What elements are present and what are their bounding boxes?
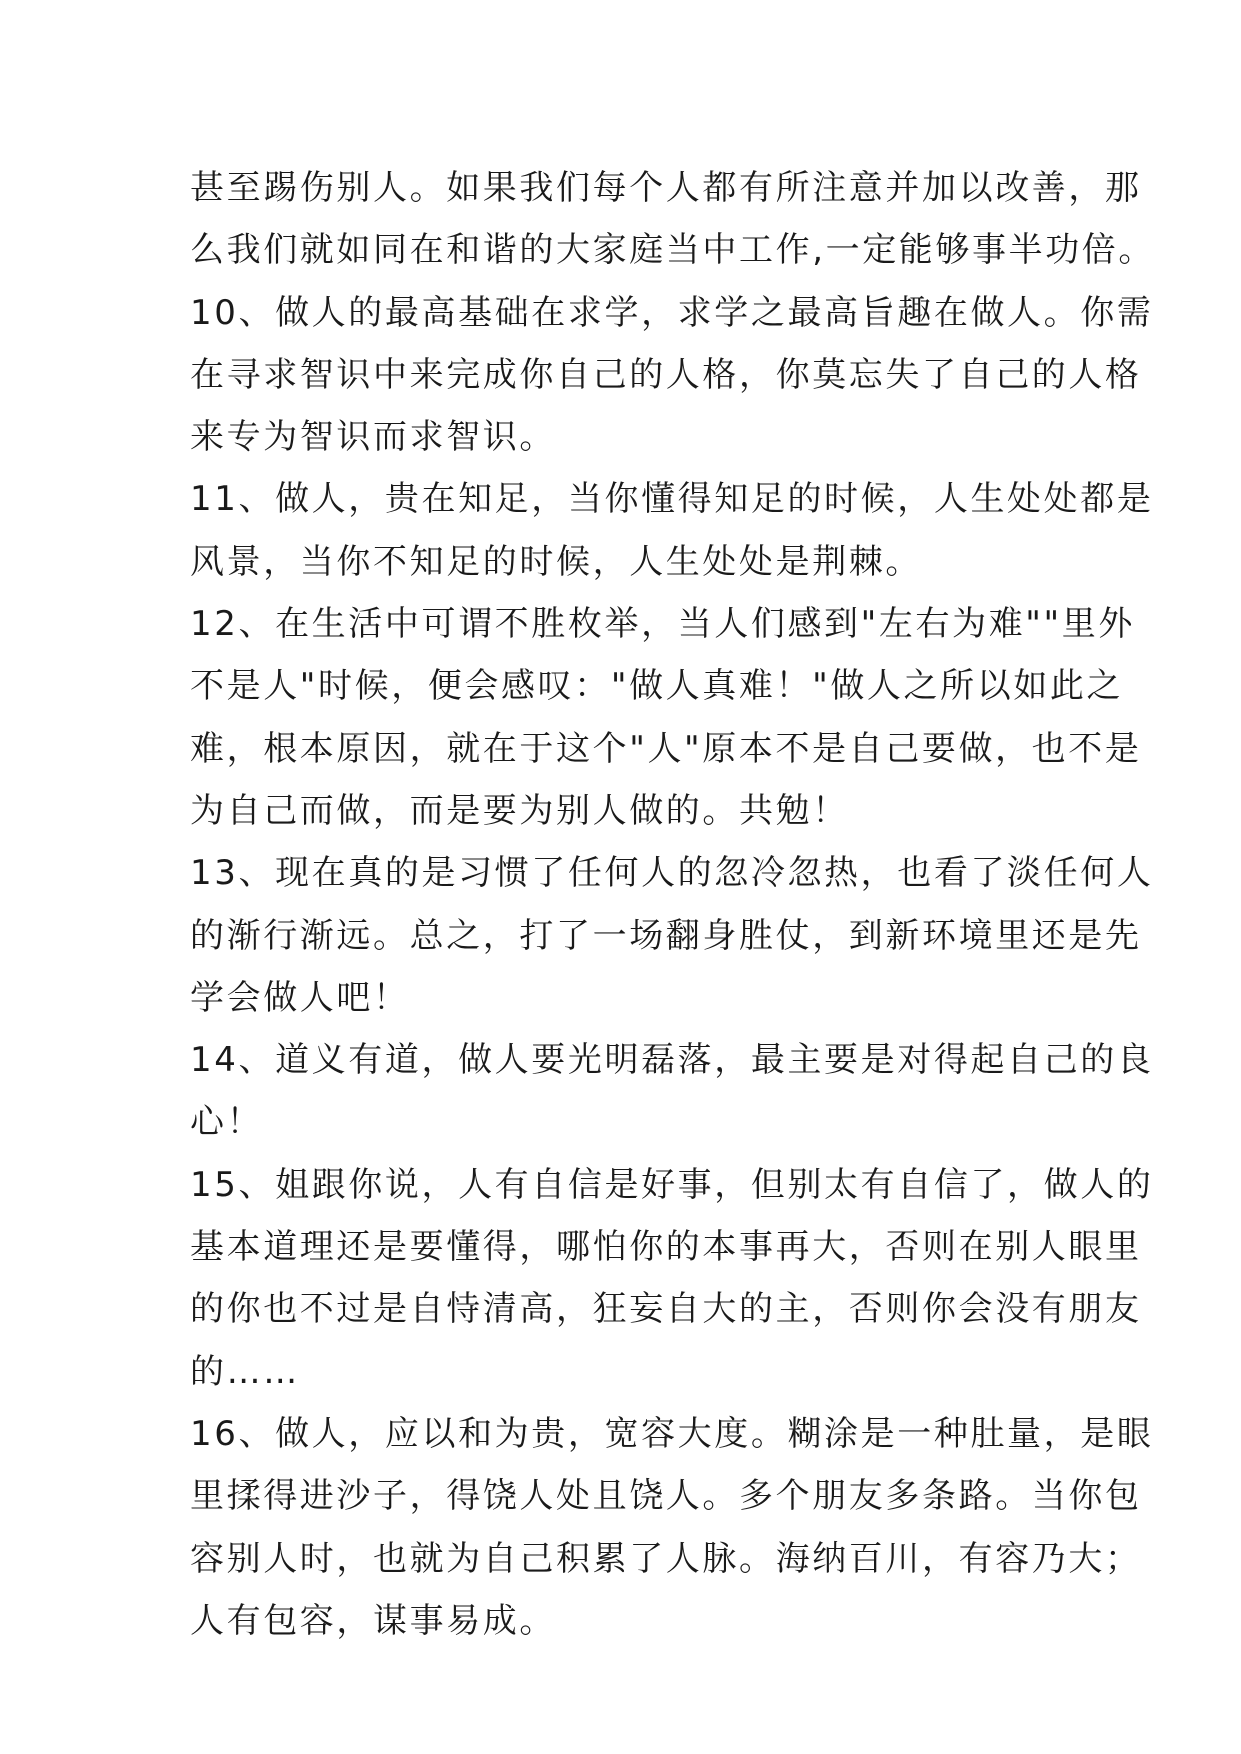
text-line: 在寻求智识中来完成你自己的人格，你莫忘失了自己的人格	[190, 354, 1142, 395]
text-line: 风景，当你不知足的时候，人生处处是荆棘。	[190, 541, 922, 582]
text-line: 14、道义有道，做人要光明磊落，最主要是对得起自己的良	[190, 1040, 1154, 1081]
text-line: 16、做人，应以和为贵，宽容大度。糊涂是一种肚量，是眼	[190, 1413, 1154, 1454]
text-line: 13、现在真的是习惯了任何人的忽冷忽热，也看了淡任何人	[190, 853, 1154, 894]
text-line: 的渐行渐远。总之，打了一场翻身胜仗，到新环境里还是先	[190, 915, 1142, 956]
text-line: 基本道理还是要懂得，哪怕你的本事再大，否则在别人眼里	[190, 1227, 1142, 1268]
text-line: 来专为智识而求智识。	[190, 417, 556, 458]
document-body	[190, 157, 1156, 1652]
text-line: 15、姐跟你说，人有自信是好事，但别太有自信了，做人的	[190, 1164, 1154, 1205]
text-line: 学会做人吧！	[190, 977, 410, 1018]
text-line: 甚至踢伤别人。如果我们每个人都有所注意并加以改善，那	[190, 168, 1142, 208]
text-line: 心！	[190, 1102, 264, 1143]
text-line: 么我们就如同在和谐的大家庭当中工作,一定能够事半功倍。	[190, 230, 1156, 271]
text-line: 不是人"时候，便会感叹："做人真难！"做人之所以如此之	[190, 666, 1124, 707]
text-line: 12、在生活中可谓不胜枚举，当人们感到"左右为难""里外	[190, 604, 1135, 645]
text-line: 的你也不过是自恃清高，狂妄自大的主，否则你会没有朋友	[190, 1289, 1142, 1330]
text-line: 人有包容，谋事易成。	[190, 1600, 556, 1641]
text-line: 容别人时，也就为自己积累了人脉。海纳百川，有容乃大；	[190, 1538, 1142, 1579]
text-line: 11、做人，贵在知足，当你懂得知足的时候，人生处处都是	[190, 479, 1154, 520]
text-line: 难，根本原因，就在于这个"人"原本不是自己要做，也不是	[190, 728, 1142, 769]
text-line: 10、做人的最高基础在求学，求学之最高旨趣在做人。你需	[190, 292, 1154, 333]
text-line: 为自己而做，而是要为别人做的。共勉！	[190, 790, 849, 831]
text-line: 里揉得进沙子，得饶人处且饶人。多个朋友多条路。当你包	[190, 1476, 1142, 1517]
text-line: 的……	[190, 1351, 300, 1392]
